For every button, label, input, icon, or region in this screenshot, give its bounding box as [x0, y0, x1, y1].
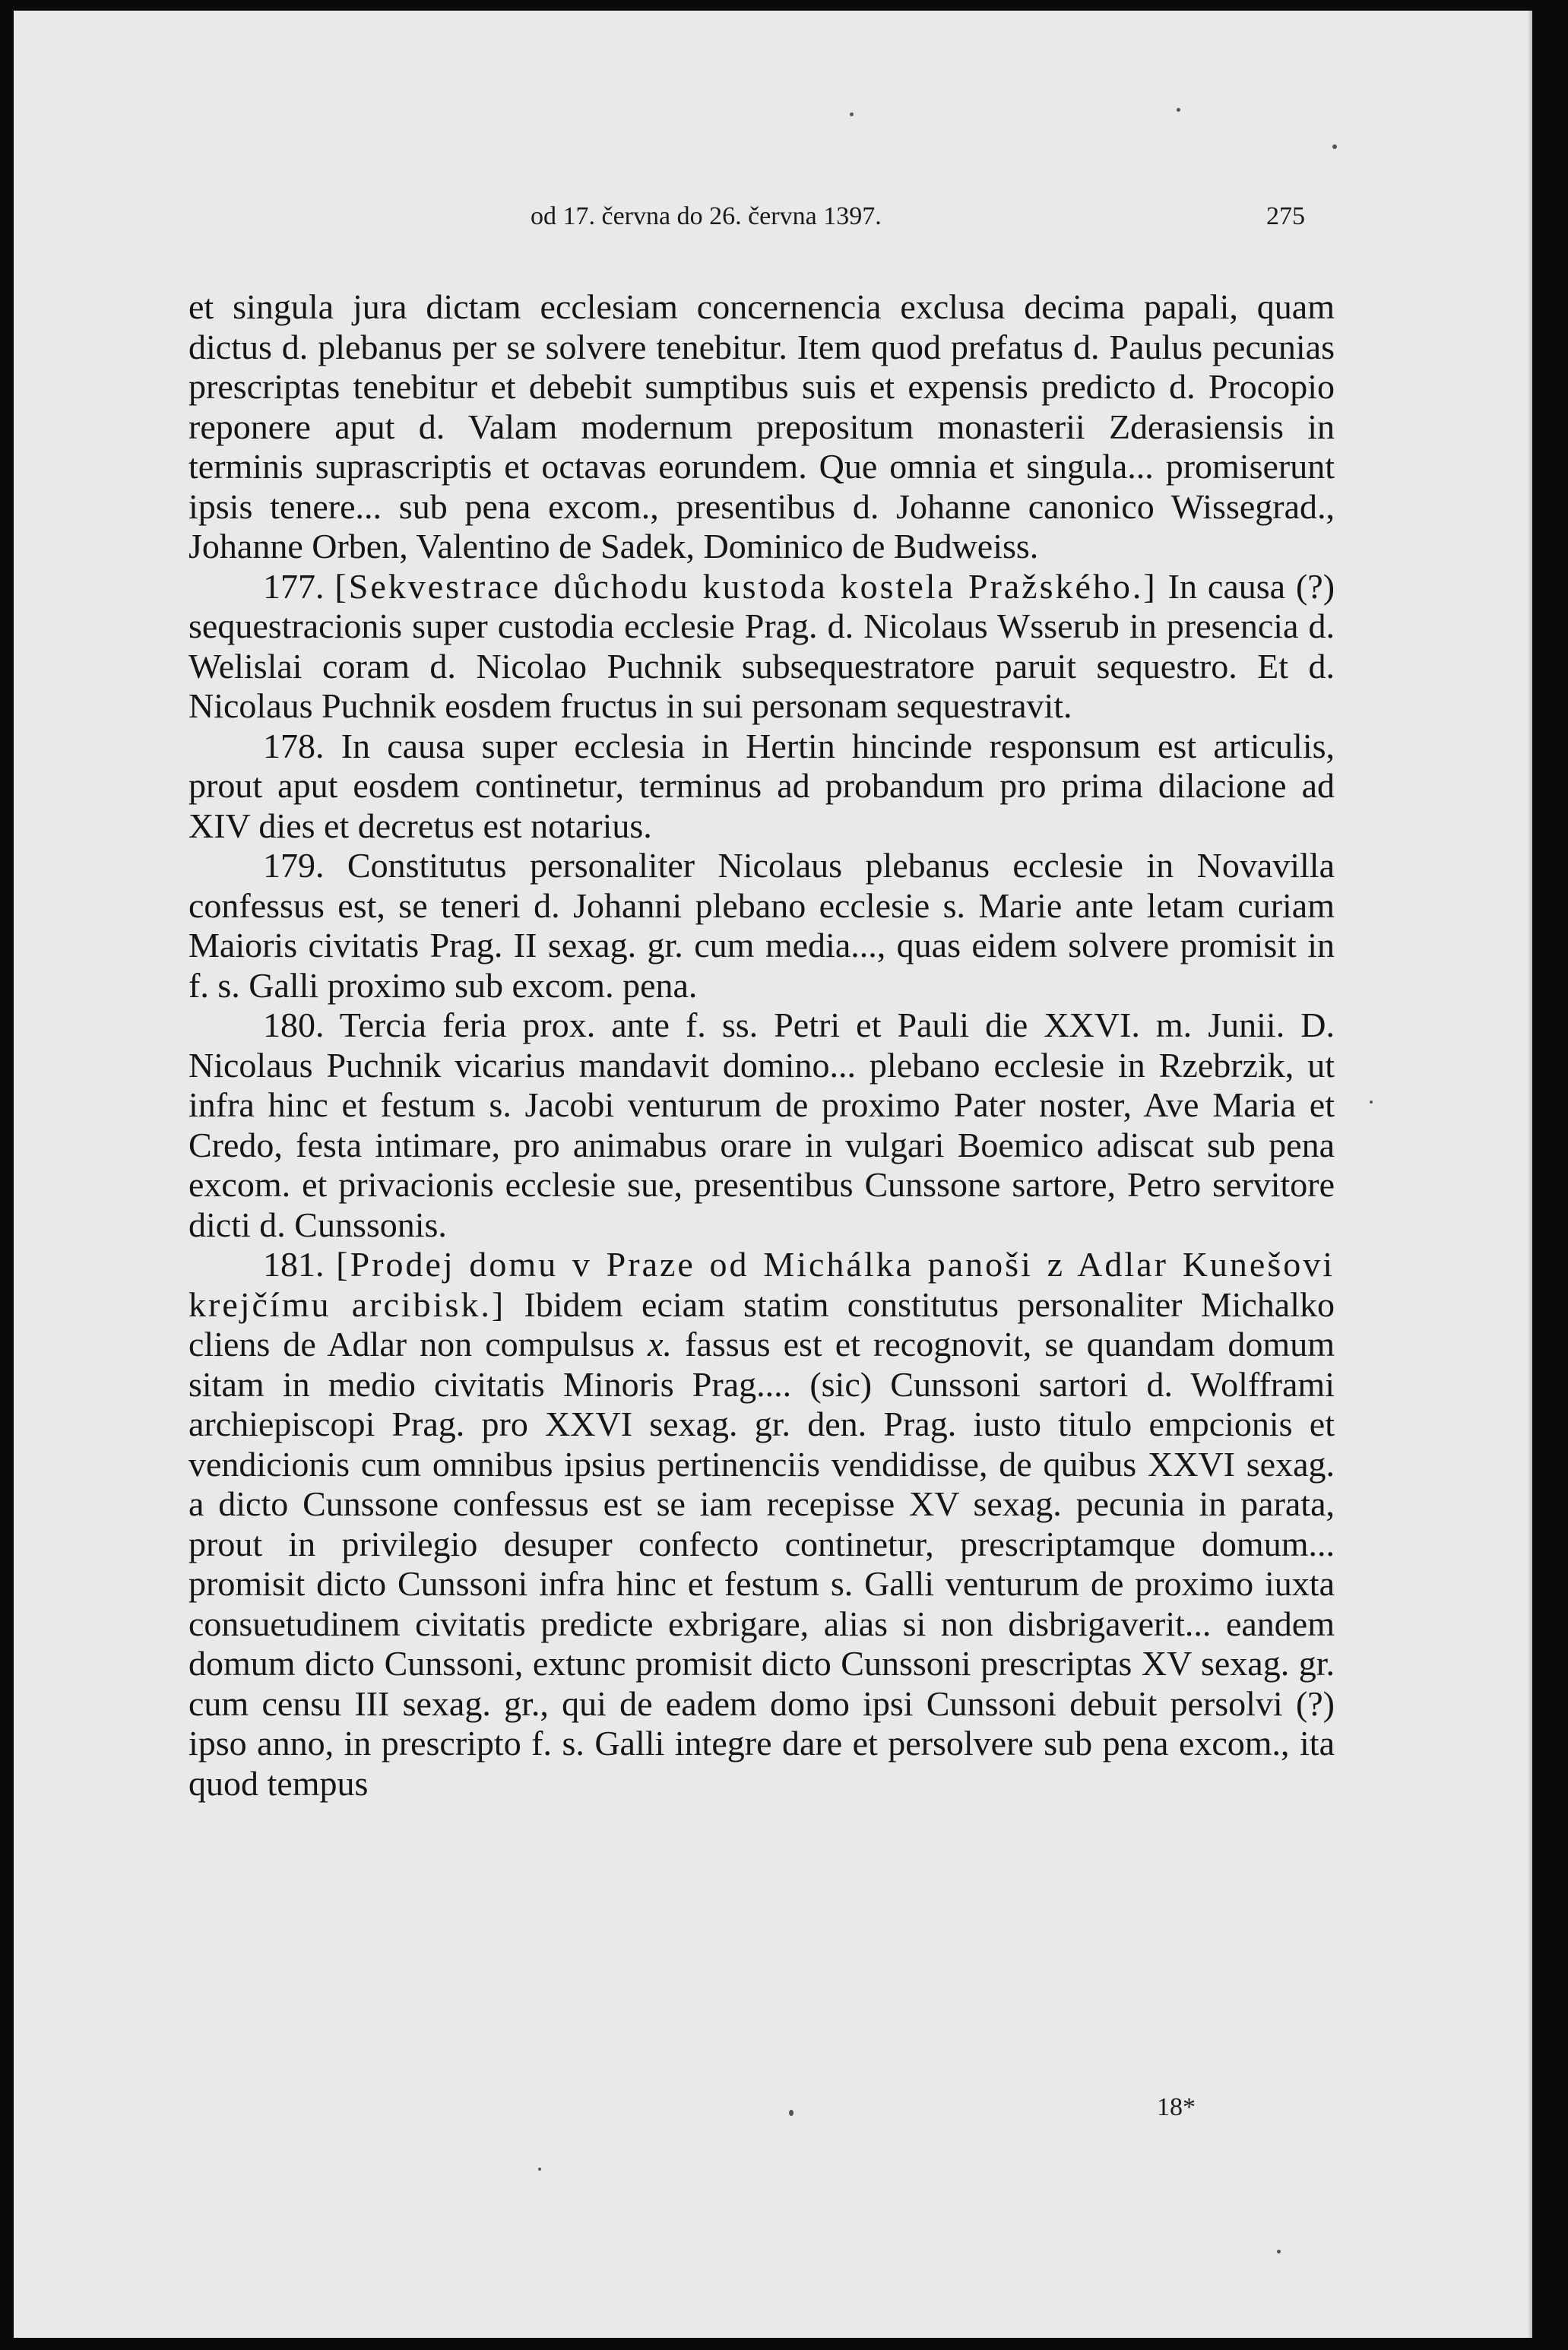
- entry-text: fassus est et recognovit, se quandam domum sitam in medio civitatis Minoris Prag.... (sic) Cunssoni sartori d. Wolfframi archiepiscopi Prag. pro XXVI sexag. gr. den. Prag. iusto titulo empcionis et vendicionis cum omnibus ipsius pertinenciis vendidisse, de quibus XXVI sexag. a dicto Cunssone confessus est se iam recepisse XV sexag. pecunia in parata, prout in privilegio desuper confecto continetur, prescriptamque domum... promisit dicto Cunssoni infra hinc et festum s. Galli venturum de proximo iuxta consuetudinem civitatis predicte exbrigare, alias si non disbrigaverit... eandem domum dicto Cunssoni, extunc promisit dicto Cunssoni prescriptas XV sexag. gr. cum censu III sexag. gr., qui de eadem domo ipsi Cunssoni debuit persolvi (?) ipso anno, in prescripto f. s. Galli integre dare et persolvere sub pena excom., ita quod tempus: [188, 1325, 1335, 1803]
- entry-title: [Sekvestrace důchodu kustoda kostela Pražského.]: [334, 566, 1158, 606]
- page-number: 275: [1266, 202, 1305, 230]
- paragraph-continuation: et singula jura dictam ecclesiam concernencia exclusa decima papali, quam dictus d. plebanus per se solvere tenebitur. Item quod prefatus d. Paulus pecunias prescriptas tenebitur et debebit sumptibus suis et expensis predicto d. Procopio reponere aput d. Valam modernum prepositum monasterii Zderasiensis in terminis suprascriptis et octavas eorundem. Que omnia et singula... promiserunt ipsis tenere... sub pena excom., presentibus d. Johanne canonico Wissegrad., Johanne Orben, Valentino de Sadek, Dominico de Budweiss.: [188, 287, 1335, 565]
- entry-180: 180. Tercia feria prox. ante f. ss. Petri et Pauli die XXVI. m. Junii. D. Nicolaus Puchnik vicarius mandavit domino... plebano ecclesie in Rzebrzik, ut infra hinc et festum s. Jacobi venturum de proximo Pater noster, Ave Maria et Credo, festa intimare, pro animabus orare in vulgari Boemico adiscat sub pena excom. et privacionis ecclesie sue, presentibus Cunssone sartore, Petro servitore dicti d. Cunssonis.: [188, 1006, 1335, 1244]
- page-header: [14, 202, 1532, 248]
- page-body: [188, 287, 1335, 1804]
- entry-181: [188, 1245, 1335, 1804]
- scan-speck: [789, 2110, 794, 2116]
- entry-177: [188, 567, 1335, 727]
- entry-number: 177.: [263, 566, 325, 606]
- entry-number: 181.: [263, 1245, 325, 1284]
- scan-speck: [538, 2168, 541, 2171]
- entry-title: [Prodej domu v Praze od Michálka panoši z Adlar Kunešovi krejčímu arcibisk.]: [188, 1245, 1335, 1324]
- scan-speck: [850, 112, 854, 116]
- entry-178: 178. In causa super ecclesia in Hertin hincinde responsum est articulis, prout aput eosdem continetur, terminus ad probandum pro prima dilacione ad XIV dies et decretus est notarius.: [188, 726, 1335, 845]
- entry-179: 179. Constitutus personaliter Nicolaus plebanus ecclesie in Novavilla confessus est, se teneri d. Johanni plebano ecclesie s. Marie ante letam curiam Maioris civitatis Prag. II sexag. gr. cum media..., quas eidem solvere promisit in f. s. Galli proximo sub excom. pena.: [188, 846, 1335, 1005]
- book-page: [14, 11, 1532, 2338]
- signature-mark: 18*: [1157, 2093, 1196, 2121]
- entry-text: Ibidem eciam statim constitutus personaliter Michalko cliens de Adlar non compulsus: [188, 1284, 1335, 1363]
- scan-speck: [1177, 108, 1180, 112]
- entry-symbol: x.: [648, 1325, 672, 1363]
- entry-text: In causa (?) sequestracionis super custodia ecclesie Prag. d. Nicolaus Wsserub in presencia d. Welislai coram d. Nicolao Puchnik subsequestratore paruit sequestro. Et d. Nicolaus Puchnik eosdem fructus in sui personam sequestravit.: [188, 566, 1335, 725]
- scan-speck: [1332, 144, 1337, 149]
- running-head: od 17. června do 26. června 1397.: [531, 202, 882, 230]
- scan-speck: [1370, 1101, 1373, 1104]
- page-edge-shadow: [1528, 11, 1532, 2338]
- scan-speck: [1277, 2250, 1281, 2253]
